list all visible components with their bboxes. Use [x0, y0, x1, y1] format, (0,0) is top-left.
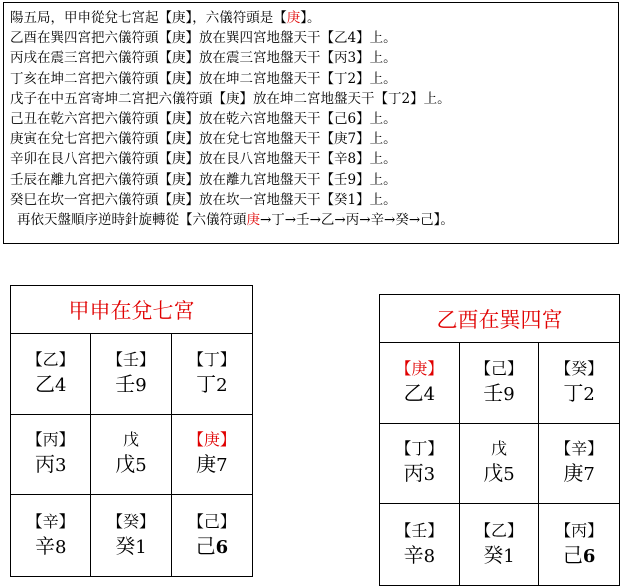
palace-number: 4 — [54, 374, 67, 396]
earth-stem-char: 壬 — [115, 371, 136, 396]
earth-stem — [115, 371, 146, 399]
earth-stem-char: 己 — [195, 533, 216, 558]
heaven-stem: 【丁】 — [395, 439, 444, 459]
palace-number: 7 — [583, 464, 595, 486]
palace-grid — [380, 343, 619, 585]
earth-stem-char: 戊 — [115, 452, 136, 477]
palace-title: 甲申在兌七宮 — [11, 286, 252, 334]
earth-stem-char: 乙 — [34, 371, 55, 396]
palace-cell — [380, 343, 460, 424]
palace-cell — [380, 424, 460, 505]
palace-number: 9 — [503, 383, 515, 405]
notes-row: 己丑在乾六宮把六儀符頭【庚】放在乾六宮地盤天干【己6】上。 — [10, 111, 397, 128]
palace-cell — [172, 495, 252, 576]
header-part: 陽五局，甲申從兌七宮起【庚】，六儀符頭是【 — [10, 10, 287, 26]
notes-row: 癸巳在坎一宮把六儀符頭【庚】放在坎一宮地盤天干【癸1】上。 — [10, 191, 397, 208]
earth-stem-char: 丁 — [196, 371, 217, 396]
heaven-stem: 【壬】 — [106, 349, 155, 369]
earth-stem-char: 癸 — [115, 533, 136, 558]
heaven-stem: 【乙】 — [26, 349, 75, 369]
earth-stem — [196, 451, 227, 479]
palace-number: 5 — [135, 455, 147, 477]
notes-row: 乙酉在巽四宮把六儀符頭【庚】放在巽四宮地盤天干【乙4】上。 — [10, 30, 397, 47]
earth-stem — [483, 460, 514, 488]
palace-number: 8 — [54, 536, 67, 558]
palace-cell — [91, 495, 171, 576]
palace-cell — [172, 415, 252, 496]
earth-stem-char: 辛 — [403, 542, 424, 567]
earth-stem — [483, 380, 514, 408]
earth-stem-char: 壬 — [483, 380, 504, 405]
palace-cell — [11, 495, 91, 576]
heaven-stem: 戊 — [122, 430, 139, 450]
palace-number: 4 — [423, 383, 436, 405]
palace-cell — [539, 424, 619, 505]
palace-cell — [539, 343, 619, 424]
earth-stem — [115, 451, 146, 479]
palace-number: 8 — [423, 545, 436, 567]
palace-number: 5 — [503, 464, 515, 486]
heaven-stem: 【癸】 — [106, 511, 155, 531]
footer-part: →丁→壬→乙→丙→辛→癸→己】。 — [260, 212, 454, 229]
palace-number: 2 — [583, 383, 595, 405]
footer-highlight: 庚 — [246, 212, 260, 229]
palace-chart — [379, 294, 620, 586]
earth-stem-char: 己 — [562, 542, 583, 567]
heaven-stem: 【乙】 — [474, 520, 523, 540]
palace-number: 1 — [503, 545, 515, 567]
earth-stem-char: 丙 — [34, 452, 55, 477]
palace-cell — [11, 334, 91, 415]
earth-stem — [563, 542, 596, 570]
palace-grid — [11, 334, 252, 576]
palace-title: 乙酉在巽四宮 — [380, 295, 619, 343]
earth-stem — [35, 371, 66, 399]
palace-number: 9 — [135, 374, 147, 396]
notes-row: 庚寅在兌七宮把六儀符頭【庚】放在兌七宮地盤天干【庚7】上。 — [10, 131, 397, 148]
heaven-stem: 【壬】 — [395, 520, 444, 540]
earth-stem-char: 癸 — [483, 542, 504, 567]
heaven-stem: 【辛】 — [26, 511, 75, 531]
palace-number: 6 — [215, 536, 229, 558]
palace-cell — [460, 504, 540, 585]
heaven-stem: 戊 — [490, 439, 507, 459]
notes-row: 戊子在中五宮寄坤二宮把六儀符頭【庚】放在坤二宮地盤天干【丁2】上。 — [10, 90, 451, 107]
footer-part: 再依天盤順序逆時針旋轉從【六儀符頭 — [17, 212, 247, 229]
earth-stem-char: 庚 — [196, 452, 217, 477]
palace-cell — [11, 415, 91, 496]
palace-cell — [460, 343, 540, 424]
notes-box — [3, 2, 619, 244]
earth-stem-char: 丙 — [403, 461, 424, 486]
palace-number: 1 — [135, 536, 147, 558]
notes-header — [10, 8, 612, 28]
palace-cell — [380, 504, 460, 585]
earth-stem — [563, 380, 594, 408]
earth-stem-char: 丁 — [563, 380, 584, 405]
palace-cell — [539, 504, 619, 585]
earth-stem — [35, 451, 66, 479]
palace-cell — [460, 424, 540, 505]
header-highlight: 庚 — [286, 10, 301, 26]
earth-stem — [404, 380, 435, 408]
earth-stem — [563, 460, 594, 488]
palace-number: 7 — [216, 455, 228, 477]
earth-stem-char: 乙 — [403, 380, 424, 405]
palace-cell — [91, 334, 171, 415]
earth-stem — [115, 533, 146, 561]
heaven-stem: 【辛】 — [555, 439, 604, 459]
earth-stem-char: 辛 — [34, 533, 55, 558]
heaven-stem: 【癸】 — [555, 358, 604, 378]
heaven-stem: 【庚】 — [187, 430, 236, 450]
heaven-stem: 【己】 — [474, 358, 523, 378]
heaven-stem: 【庚】 — [395, 358, 444, 378]
earth-stem — [35, 533, 66, 561]
notes-row: 丙戌在震三宮把六儀符頭【庚】放在震三宮地盤天干【丙3】上。 — [10, 50, 397, 67]
palace-number: 3 — [54, 455, 67, 477]
notes-row: 壬辰在離九宮把六儀符頭【庚】放在離九宮地盤天干【壬9】上。 — [10, 171, 397, 188]
notes-row: 辛卯在艮八宮把六儀符頭【庚】放在艮八宮地盤天干【辛8】上。 — [10, 151, 397, 168]
palace-cell — [172, 334, 252, 415]
earth-stem — [196, 371, 227, 399]
earth-stem — [196, 533, 229, 561]
notes-footer — [10, 210, 612, 230]
heaven-stem: 【丙】 — [555, 520, 604, 540]
earth-stem — [483, 542, 514, 570]
heaven-stem: 【丁】 — [187, 349, 236, 369]
palace-cell — [91, 415, 171, 496]
heaven-stem: 【丙】 — [26, 430, 75, 450]
earth-stem-char: 戊 — [483, 461, 504, 486]
heaven-stem: 【己】 — [187, 511, 236, 531]
notes-row: 丁亥在坤二宮把六儀符頭【庚】放在坤二宮地盤天干【丁2】上。 — [10, 70, 397, 87]
palace-chart — [10, 285, 253, 577]
earth-stem-char: 庚 — [563, 461, 584, 486]
earth-stem — [404, 542, 435, 570]
palace-number: 6 — [582, 545, 596, 567]
palace-number: 3 — [423, 464, 436, 486]
earth-stem — [404, 460, 435, 488]
header-part: 】。 — [300, 10, 321, 26]
palace-number: 2 — [216, 374, 228, 396]
